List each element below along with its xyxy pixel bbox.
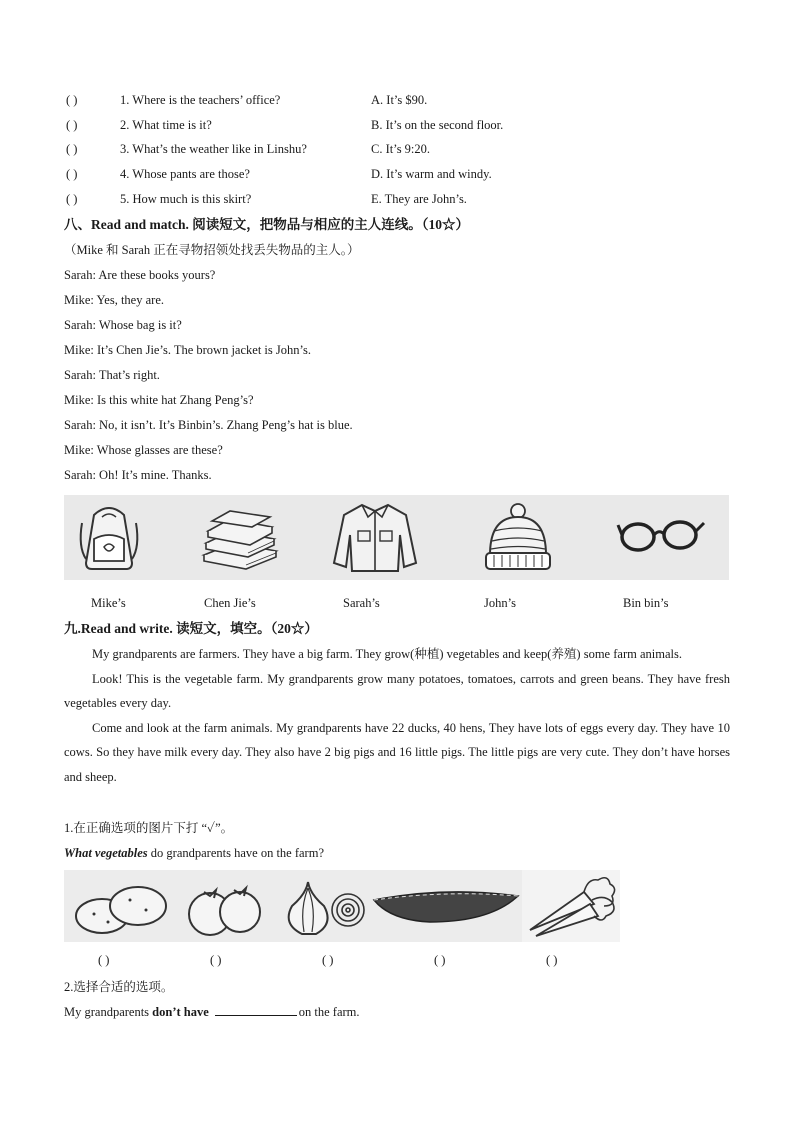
question-2-pre: My grandparents [64,1005,153,1019]
dialogue-line: Sarah: Are these books yours? [64,268,216,282]
owner-label: Sarah’s [343,596,380,610]
passage-paragraph: Come and look at the farm animals. My grandparents have 22 ducks, 40 hens, They have lots of eggs every day. They have 10 cows. So they have milk every day. They also have 2 big pigs and 16 little pigs. The little pigs are very cute. They don’t have horses and sheep. [64,720,730,784]
owner-label: Chen Jie’s [204,596,256,610]
reading-passage [64,642,730,789]
dialogue-line: Mike: It’s Chen Jie’s. The brown jacket is John’s. [64,343,311,357]
choice-paren[interactable]: ( ) [210,953,222,967]
glasses-icon [616,513,706,559]
question-text: 3. What’s the weather like in Linshu? [120,142,307,156]
passage-paragraph: My grandparents are farmers. They have a big farm. They grow(种植) vegetables and keep(养殖) some farm animals. [92,647,682,661]
green-bean-icon[interactable] [370,888,522,928]
vegetables-image [64,870,620,942]
dialogue-line: Mike: Yes, they are. [64,293,164,307]
answer-option: D. It’s warm and windy. [371,167,492,181]
carrot-icon[interactable] [522,870,620,942]
match-row [66,93,566,109]
answer-paren[interactable]: ( ) [66,142,78,156]
dialogue-line: Sarah: That’s right. [64,368,160,382]
answer-paren[interactable]: ( ) [66,192,78,206]
potato-icon[interactable] [72,880,172,936]
choice-paren[interactable]: ( ) [322,953,334,967]
dialogue-line: Sarah: Oh! It’s mine. Thanks. [64,468,212,482]
owner-label: John’s [484,596,516,610]
question-2-instruction: 2.选择合适的选项。 [64,980,174,994]
books-icon [200,509,280,571]
question-1-rest: do grandparents have on the farm? [147,846,324,860]
question-text: 4. Whose pants are those? [120,167,250,181]
dialogue-line: Sarah: No, it isn’t. It’s Binbin’s. Zhang Peng’s hat is blue. [64,418,353,432]
question-1-prompt [64,845,324,861]
choice-paren[interactable]: ( ) [98,953,110,967]
question-text: 5. How much is this skirt? [120,192,252,206]
backpack-icon [76,503,142,573]
question-1-bold: What vegetables [64,846,148,860]
match-row [66,167,566,183]
question-2-post: on the farm. [298,1005,360,1019]
dialogue-line: Mike: Whose glasses are these? [64,443,223,457]
question-2-prompt [64,1003,360,1020]
passage-paragraph: Look! This is the vegetable farm. My grandparents grow many potatoes, tomatoes, carrots and green beans. They have fresh vegetables every day. [64,671,730,710]
question-text: 2. What time is it? [120,118,212,132]
section-8-heading: 八、Read and match. 阅读短文，把物品与相应的主人连线。（10☆） [64,217,470,232]
match-row [66,142,566,158]
choice-paren[interactable]: ( ) [434,953,446,967]
onion-icon[interactable] [280,874,370,940]
question-text: 1. Where is the teachers’ office? [120,93,281,107]
question-1-instruction: 1.在正确选项的图片下打 “✓”。 [64,821,234,835]
dialogue-line: Sarah: Whose bag is it? [64,318,182,332]
hat-icon [480,501,556,575]
section-9-heading: 九.Read and write. 读短文，填空。（20☆） [64,621,318,636]
answer-option: A. It’s $90. [371,93,428,107]
match-row [66,118,566,134]
section-8-note: （Mike 和 Sarah 正在寻物招领处找丢失物品的主人。） [64,243,360,257]
match-row [66,192,566,208]
answer-option: E. They are John’s. [371,192,467,206]
answer-paren[interactable]: ( ) [66,167,78,181]
question-2-bold: don’t have [152,1005,209,1019]
answer-option: C. It’s 9:20. [371,142,431,156]
answer-option: B. It’s on the second floor. [371,118,504,132]
tomato-icon[interactable] [182,876,266,938]
owner-label: Mike’s [91,596,126,610]
answer-paren[interactable]: ( ) [66,93,78,107]
jacket-icon [332,501,418,575]
answer-paren[interactable]: ( ) [66,118,78,132]
answer-blank[interactable] [215,1003,297,1016]
lost-items-image [64,495,729,580]
choice-paren[interactable]: ( ) [546,953,558,967]
dialogue-line: Mike: Is this white hat Zhang Peng’s? [64,393,254,407]
owner-label: Bin bin’s [623,596,669,610]
